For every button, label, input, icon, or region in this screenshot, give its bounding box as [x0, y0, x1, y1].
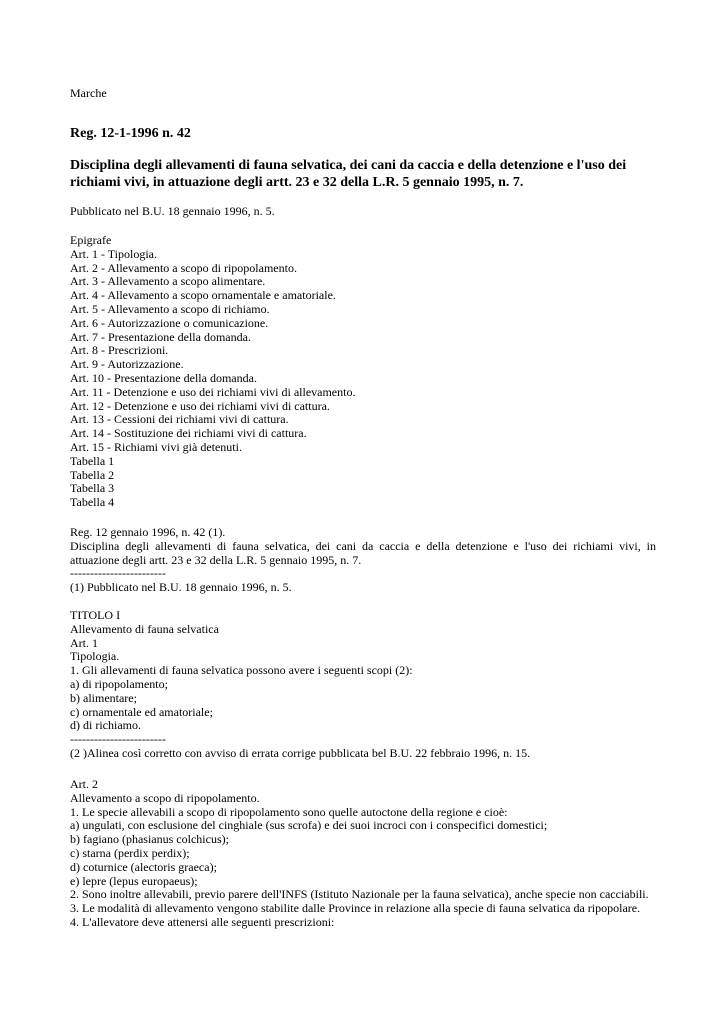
article-number: Art. 1 [70, 635, 98, 650]
index-item: Art. 12 - Detenzione e uso dei richiami vivi di cattura. [70, 398, 330, 413]
index-item: Tabella 2 [70, 467, 115, 482]
article-title: Tipologia. [70, 649, 120, 664]
article-title: Allevamento a scopo di ripopolamento. [70, 790, 260, 805]
list-item: d) di richiamo. [70, 718, 141, 733]
publication-note: Pubblicato nel B.U. 18 gennaio 1996, n. 5. [70, 204, 275, 218]
index-section [70, 234, 656, 510]
index-item: Tabella 1 [70, 453, 115, 468]
list-item: b) alimentare; [70, 690, 137, 705]
regulation-title: Disciplina degli allevamenti di fauna selvatica, dei cani da caccia e della detenzione e l'uso dei richiami vivi, in attuazione degli artt. 23 e 32 della L.R. 5 gennaio 1995, n. 7. [70, 158, 627, 190]
index-item: Art. 11 - Detenzione e uso dei richiami vivi di allevamento. [70, 384, 356, 399]
index-heading: Epigrafe [70, 233, 112, 247]
index-item: Art. 2 - Allevamento a scopo di ripopolamento. [70, 260, 297, 275]
index-item: Tabella 4 [70, 495, 115, 510]
paragraph: 3. Le modalità di allevamento vengono stabilite dalle Province in relazione alla specie di fauna selvatica da ripopolare. [70, 901, 641, 916]
footnote: (1) Pubblicato nel B.U. 18 gennaio 1996, n. 5. [70, 580, 292, 595]
list-item: c) ornamentale ed amatoriale; [70, 704, 213, 719]
paragraph: 1. Gli allevamenti di fauna selvatica possono avere i seguenti scopi (2): [70, 663, 413, 678]
index-item: Art. 4 - Allevamento a scopo ornamentale e amatoriale. [70, 288, 336, 303]
list-item: a) ungulati, con esclusione del cinghiale (sus scrofa) e dei suoi incroci con i conspecifici domestici; [70, 818, 548, 833]
paragraph: 4. L'allevatore deve attenersi alle seguenti prescrizioni: [70, 914, 335, 929]
index-item: Art. 15 - Richiami vivi già detenuti. [70, 439, 242, 454]
index-item: Art. 6 - Autorizzazione o comunicazione. [70, 315, 269, 330]
paragraph: 1. Le specie allevabili a scopo di ripopolamento sono quelle autoctone della regione e cioè: [70, 804, 508, 819]
index-item: Art. 10 - Presentazione della domanda. [70, 370, 257, 385]
paragraph: 2. Sono inoltre allevabili, previo parere dell'INFS (Istituto Nazionale per la fauna selvatica), anche specie non cacciabili. [70, 887, 649, 902]
list-item: b) fagiano (phasianus colchicus); [70, 832, 229, 847]
preamble-title: Disciplina degli allevamenti di fauna selvatica, dei cani da caccia e della detenzione e l'uso dei richiami vivi, in attuazione degli artt. 23 e 32 della L.R. 5 gennaio 1995, n. 7. [70, 538, 656, 567]
index-item: Art. 9 - Autorizzazione. [70, 357, 184, 372]
title-one-section [70, 609, 656, 761]
index-item: Art. 3 - Allevamento a scopo alimentare. [70, 274, 266, 289]
index-item: Art. 1 - Tipologia. [70, 246, 158, 261]
title-subheading: Allevamento di fauna selvatica [70, 621, 219, 636]
regulation-number: Reg. 12-1-1996 n. 42 [70, 126, 191, 141]
list-item: e) lepre (lepus europaeus); [70, 873, 198, 888]
index-item: Art. 8 - Prescrizioni. [70, 343, 169, 358]
article-two-section [70, 778, 656, 930]
preamble-section [70, 526, 656, 595]
index-item: Art. 5 - Allevamento a scopo di richiamo. [70, 301, 270, 316]
list-item: d) coturnice (alectoris graeca); [70, 859, 217, 874]
footnote: (2 )Alinea così corretto con avviso di errata corrige pubblicata bel B.U. 22 febbraio 1996, n. 15. [70, 745, 531, 760]
index-item: Art. 13 - Cessioni dei richiami vivi di cattura. [70, 412, 289, 427]
article-number: Art. 2 [70, 777, 98, 791]
list-item: c) starna (perdix perdix); [70, 845, 190, 860]
index-item: Art. 7 - Presentazione della domanda. [70, 329, 251, 344]
index-item: Tabella 3 [70, 481, 115, 496]
title-heading: TITOLO I [70, 608, 121, 622]
separator: ------------------------ [70, 732, 166, 747]
separator: ------------------------ [70, 566, 166, 581]
region-label: Marche [70, 86, 107, 100]
list-item: a) di ripopolamento; [70, 676, 168, 691]
index-item: Art. 14 - Sostituzione dei richiami vivi di cattura. [70, 426, 307, 441]
preamble-reg-line: Reg. 12 gennaio 1996, n. 42 (1). [70, 525, 226, 539]
